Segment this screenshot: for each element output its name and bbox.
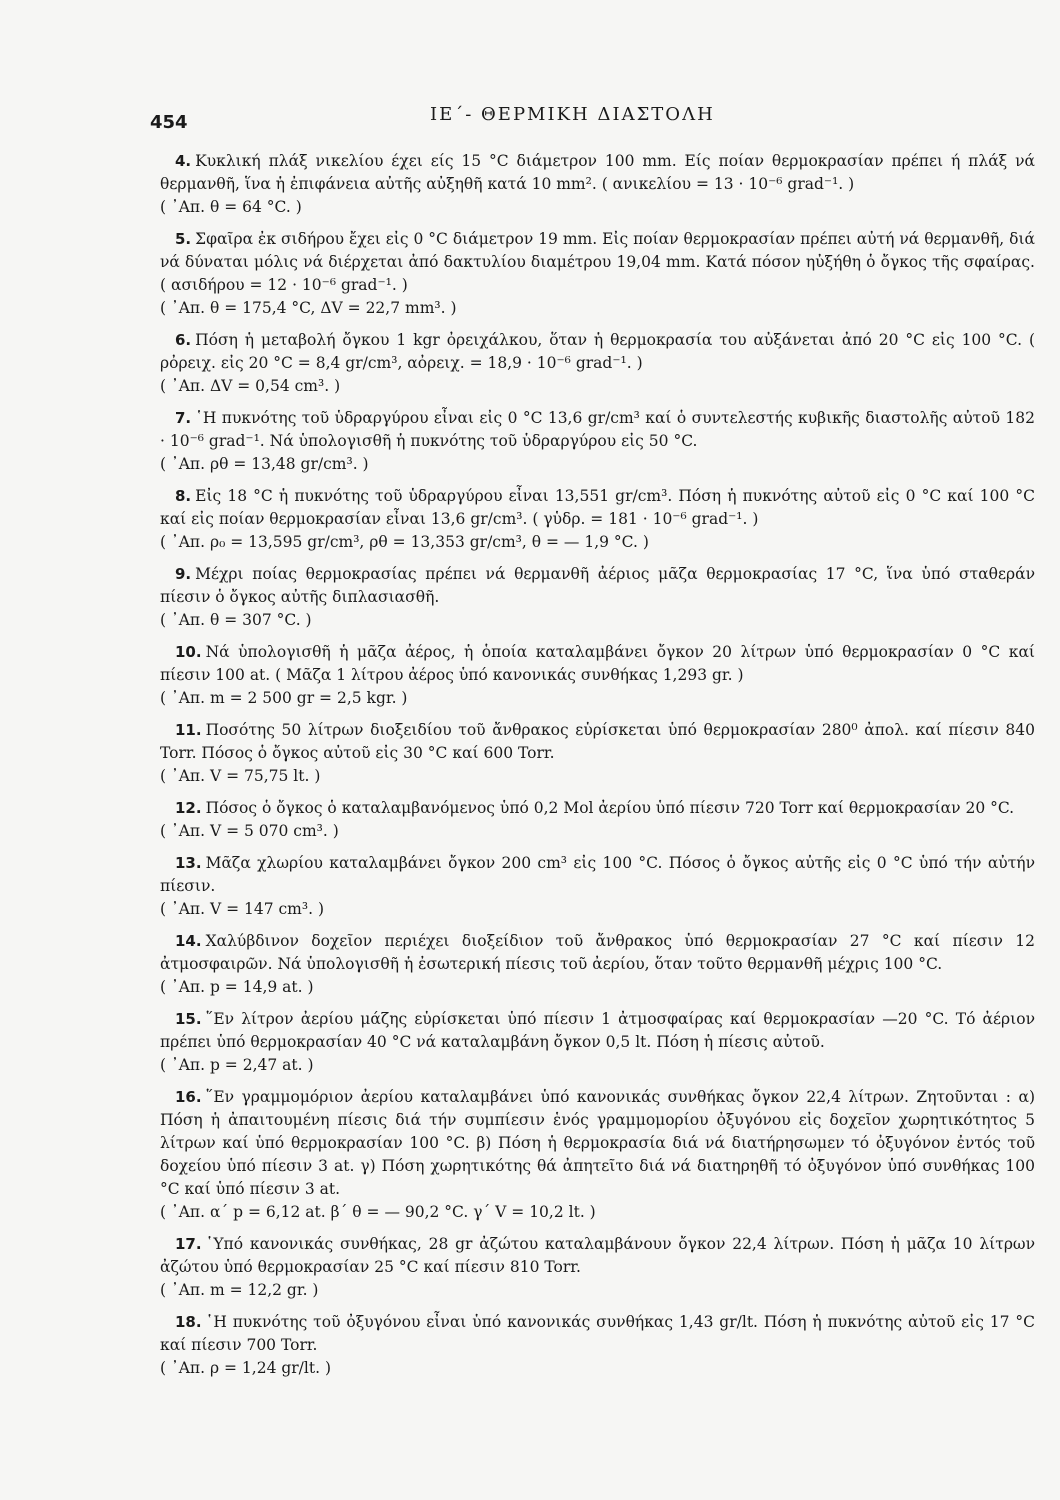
problem-13: [160, 852, 1035, 921]
problem-number: 17.: [175, 1235, 202, 1253]
problem-7: [160, 407, 1035, 476]
problem-text: Πόση ἡ μεταβολή ὄγκου 1 kgr ὀρειχάλκου, ὅταν ἡ θερμοκρασία του αὐξάνεται ἀπό 20 °C εἰς 100 °C. ( ρὀρειχ. εἰς 20 °C = 8,4 gr/cm³, αὀρειχ. = 18,9 · 10⁻⁶ grad⁻¹. ): [160, 331, 1035, 372]
problem-text: Νά ὑπολογισθῆ ἡ μᾶζα ἀέρος, ἡ ὁποία καταλαμβάνει ὄγκον 20 λίτρων ὑπό θερμοκρασίαν 0 °C καί πίεσιν 100 at. ( Μᾶζα 1 λίτρου ἀέρος ὑπό κανονικάς συνθήκας 1,293 gr. ): [160, 643, 1035, 684]
problem-statement: [160, 852, 1035, 898]
problem-text: Εἰς 18 °C ἡ πυκνότης τοῦ ὑδραργύρου εἶναι 13,551 gr/cm³. Πόση ἡ πυκνότης αὐτοῦ εἰς 0 °C καί 100 °C καί εἰς ποίαν θερμοκρασίαν εἶναι 13,6 gr/cm³. ( γὑδρ. = 181 · 10⁻⁶ grad⁻¹. ): [160, 487, 1035, 528]
problem-statement: [160, 1086, 1035, 1201]
problem-answer: ( ᾿Απ. θ = 307 °C. ): [160, 611, 312, 629]
problem-statement: [160, 1311, 1035, 1357]
problem-answer: ( ᾿Απ. p = 2,47 at. ): [160, 1056, 314, 1074]
problem-answer: ( ᾿Απ. V = 75,75 lt. ): [160, 767, 321, 785]
problem-number: 13.: [175, 854, 202, 872]
problem-statement: [160, 228, 1035, 297]
problem-answer: ( ᾿Απ. ρ = 1,24 gr/lt. ): [160, 1359, 331, 1377]
problem-9: [160, 563, 1035, 632]
problem-answer: ( ᾿Απ. ρ₀ = 13,595 gr/cm³, ρθ = 13,353 gr/cm³, θ = — 1,9 °C. ): [160, 533, 649, 551]
problem-statement: [160, 485, 1035, 531]
problem-statement: [160, 1233, 1035, 1279]
page-header: [150, 104, 1030, 134]
problem-answer: ( ᾿Απ. m = 12,2 gr. ): [160, 1281, 319, 1299]
problem-number: 11.: [175, 721, 202, 739]
problem-18: [160, 1311, 1035, 1380]
problem-14: [160, 930, 1035, 999]
problem-text: ῾Η πυκνότης τοῦ ὑδραργύρου εἶναι εἰς 0 °C 13,6 gr/cm³ καί ὁ συντελεστής κυβικῆς διαστολῆς αὐτοῦ 182 · 10⁻⁶ grad⁻¹. Νά ὑπολογισθῆ ἡ πυκνότης τοῦ ὑδραργύρου εἰς 50 °C.: [160, 409, 1035, 450]
problem-number: 7.: [175, 409, 192, 427]
page-number: 454: [150, 112, 188, 133]
problem-answer: ( ᾿Απ. ρθ = 13,48 gr/cm³. ): [160, 455, 369, 473]
problem-statement: [160, 719, 1035, 765]
problem-number: 10.: [175, 643, 202, 661]
problem-number: 9.: [175, 565, 192, 583]
problem-statement: [160, 797, 1035, 820]
problem-text: ῾Υπό κανονικάς συνθήκας, 28 gr ἀζώτου καταλαμβάνουν ὄγκον 22,4 λίτρων. Πόση ἡ μᾶζα 10 λίτρων ἀζώτου ὑπό θερμοκρασίαν 25 °C καί πίεσιν 810 Torr.: [160, 1235, 1035, 1276]
problem-number: 4.: [175, 152, 192, 170]
problem-15: [160, 1008, 1035, 1077]
problem-answer: ( ᾿Απ. m = 2 500 gr = 2,5 kgr. ): [160, 689, 408, 707]
problem-answer: ( ᾿Απ. ΔV = 0,54 cm³. ): [160, 377, 341, 395]
problem-statement: [160, 1008, 1035, 1054]
problem-number: 15.: [175, 1010, 202, 1028]
problem-text: Χαλύβδινον δοχεῖον περιέχει διοξείδιον τοῦ ἄνθρακος ὑπό θερμοκρασίαν 27 °C καί πίεσιν 12 ἀτμοσφαιρῶν. Νά ὑπολογισθῆ ἡ ἐσωτερική πίεσις τοῦ ἀερίου, ὅταν τοῦτο θερμανθῆ μέχρις 100 °C.: [160, 932, 1035, 973]
problem-text: Ποσότης 50 λίτρων διοξειδίου τοῦ ἄνθρακος εὑρίσκεται ὑπό θερμοκρασίαν 280⁰ ἀπολ. καί πίεσιν 840 Torr. Πόσος ὁ ὄγκος αὐτοῦ εἰς 30 °C καί 600 Torr.: [160, 721, 1035, 762]
problem-list: [160, 150, 1035, 1389]
problem-answer: ( ᾿Απ. V = 147 cm³. ): [160, 900, 324, 918]
problem-text: Μέχρι ποίας θερμοκρασίας πρέπει νά θερμανθῆ ἀέριος μᾶζα θερμοκρασίας 17 °C, ἵνα ὑπό σταθεράν πίεσιν ὁ ὄγκος αὐτῆς διπλασιασθῆ.: [160, 565, 1035, 606]
problem-text: Κυκλική πλάξ νικελίου έχει είς 15 °C διάμετρον 100 mm. Είς ποίαν θερμοκρασίαν πρέπει ή πλάξ νά θερμανθῆ, ἵνα ἡ ἐπιφάνεια αὐτῆς αὐξηθῆ κατά 10 mm². ( ανικελίου = 13 · 10⁻⁶ grad⁻¹. ): [160, 152, 1035, 193]
problem-text: ῞Εν γραμμομόριον ἀερίου καταλαμβάνει ὑπό κανονικάς συνθήκας ὄγκον 22,4 λίτρων. Ζητοῦνται : α) Πόση ἡ ἀπαιτουμένη πίεσις διά τήν συμπίεσιν ἑνός γραμμομορίου ὀξυγόνου εἰς δοχεῖον χωρητικότητος 5 λίτρων καί ὑπό θερμοκρασίαν 100 °C. β) Πόση ἡ θερμοκρασία διά νά διατήρησωμεν τό ὀξυγόνον ἐντός τοῦ δοχείου ὑπό πίεσιν 3 at. γ) Πόση χωρητικότης θά ἀπητεῖτο διά νά διατηρηθῆ τό ὀξυγόνον ὑπό συνθήκας 100 °C καί ὑπό πίεσιν 3 at.: [160, 1088, 1035, 1198]
problem-4: [160, 150, 1035, 219]
problem-statement: [160, 563, 1035, 609]
problem-number: 18.: [175, 1313, 202, 1331]
problem-number: 12.: [175, 799, 202, 817]
problem-10: [160, 641, 1035, 710]
problem-11: [160, 719, 1035, 788]
problem-12: [160, 797, 1035, 843]
problem-17: [160, 1233, 1035, 1302]
problem-statement: [160, 930, 1035, 976]
problem-answer: ( ᾿Απ. θ = 64 °C. ): [160, 198, 302, 216]
problem-text: Μᾶζα χλωρίου καταλαμβάνει ὄγκον 200 cm³ εἰς 100 °C. Πόσος ὁ ὄγκος αὐτῆς εἰς 0 °C ὑπό τήν αὐτήν πίεσιν.: [160, 854, 1035, 895]
problem-text: Πόσος ὁ ὄγκος ὁ καταλαμβανόμενος ὑπό 0,2 Mol ἀερίου ὑπό πίεσιν 720 Torr καί θερμοκρασίαν 20 °C.: [205, 799, 1015, 817]
problem-number: 6.: [175, 331, 192, 349]
problem-answer: ( ᾿Απ. θ = 175,4 °C, ΔV = 22,7 mm³. ): [160, 299, 457, 317]
problem-16: [160, 1086, 1035, 1224]
problem-8: [160, 485, 1035, 554]
problem-answer: ( ᾿Απ. p = 14,9 at. ): [160, 978, 314, 996]
problem-statement: [160, 150, 1035, 196]
problem-statement: [160, 407, 1035, 453]
problem-text: ῞Εν λίτρον ἀερίου μάζης εὑρίσκεται ὑπό πίεσιν 1 ἀτμοσφαίρας καί θερμοκρασίαν —20 °C. Τό ἀέριον πρέπει ὑπό θερμοκρασίαν 40 °C νά καταλαμβάνη ὄγκον 0,5 lt. Πόση ἡ πίεσις αὐτοῦ.: [160, 1010, 1035, 1051]
problem-answer: ( ᾿Απ. α΄ p = 6,12 at. β΄ θ = — 90,2 °C. γ΄ V = 10,2 lt. ): [160, 1203, 596, 1221]
problem-statement: [160, 641, 1035, 687]
problem-6: [160, 329, 1035, 398]
problem-number: 16.: [175, 1088, 202, 1106]
problem-number: 14.: [175, 932, 202, 950]
problem-statement: [160, 329, 1035, 375]
problem-text: Σφαῖρα ἐκ σιδήρου ἔχει εἰς 0 °C διάμετρον 19 mm. Εἰς ποίαν θερμοκρασίαν πρέπει αὐτή νά θερμανθῆ, διά νά δύναται μόλις νά διέρχεται ἀπό δακτυλίου διαμέτρου 19,04 mm. Κατά πόσον ηὐξήθη ὁ ὄγκος τῆς σφαίρας. ( ασιδήρου = 12 · 10⁻⁶ grad⁻¹. ): [160, 230, 1035, 294]
problem-answer: ( ᾿Απ. V = 5 070 cm³. ): [160, 822, 339, 840]
problem-5: [160, 228, 1035, 320]
problem-number: 8.: [175, 487, 192, 505]
problem-text: ῾Η πυκνότης τοῦ ὀξυγόνου εἶναι ὑπό κανονικάς συνθήκας 1,43 gr/lt. Πόση ἡ πυκνότης αὐτοῦ εἰς 17 °C καί πίεσιν 700 Torr.: [160, 1313, 1035, 1354]
problem-number: 5.: [175, 230, 192, 248]
running-title: ΙΕ΄- ΘΕΡΜΙΚΗ ΔΙΑΣΤΟΛΗ: [430, 104, 715, 125]
